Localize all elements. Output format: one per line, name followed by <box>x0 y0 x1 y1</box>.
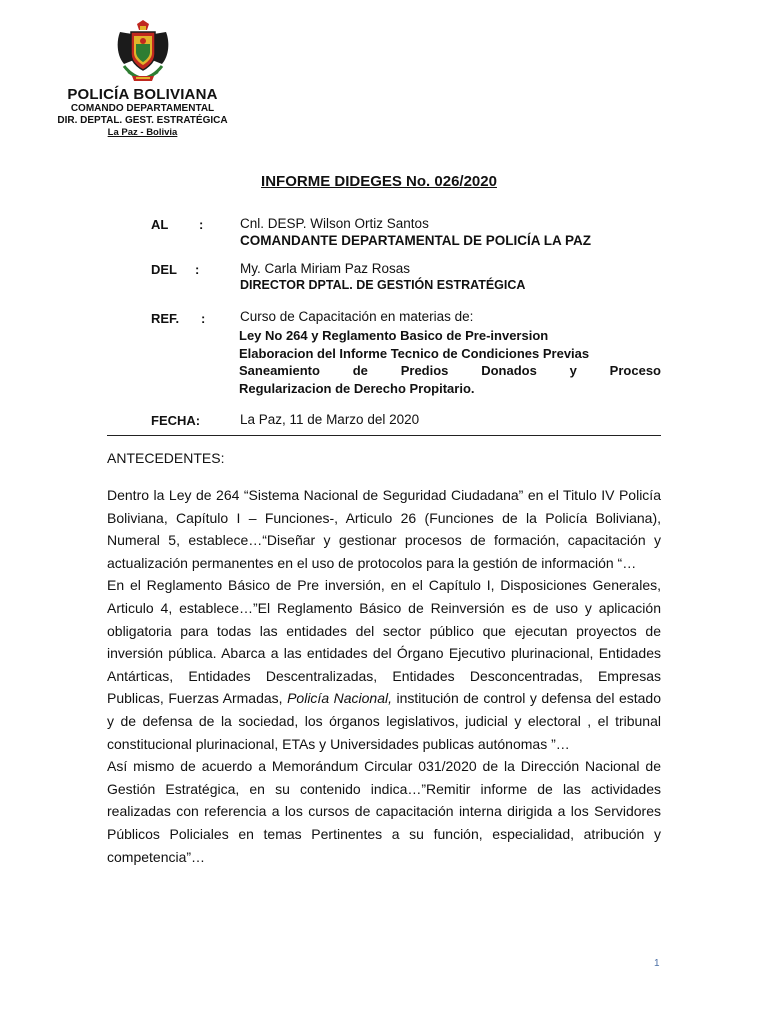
del-sender-name: My. Carla Miriam Paz Rosas <box>240 261 411 276</box>
ref-topic-line: Saneamiento de Predios Donados y Proceso <box>239 363 661 378</box>
org-command: COMANDO DEPARTAMENTAL <box>70 103 215 114</box>
ref-topic-line: Elaboracion del Informe Tecnico de Condiciones Previas <box>239 345 590 361</box>
report-title <box>0 173 768 190</box>
paragraph-reglamento-part1: En el Reglamento Básico de Pre inversión, en el Capítulo I, Disposiciones Generales, Articulo 4, establece…”El Reglamento Básico de Reinversión es de uso y aplicación obligatoria para todas las entidades del sector público que ejecutan proyectos de inversión pública. Abarca a las entidades del Órgano Ejecutivo plurinacional, Entidades Antárticas, Entidades Descentralizadas, Entidades Desconcentradas, Empresas Publicas, Fuerzas Armadas, <box>107 577 661 707</box>
fecha-label: FECHA: <box>151 413 201 428</box>
header-divider <box>107 435 661 436</box>
ref-colon: : <box>201 311 206 326</box>
al-colon: : <box>199 217 204 232</box>
al-label: AL <box>151 217 169 232</box>
del-label: DEL <box>151 262 177 277</box>
org-directorate: DIR. DEPTAL. GEST. ESTRATÉGICA <box>57 115 228 126</box>
ref-intro: Curso de Capacitación en materias de: <box>240 309 474 324</box>
paragraph-reglamento-italic: Policía Nacional, <box>287 690 392 707</box>
report-title-text: INFORME DIDEGES No. 026/2020 <box>261 173 497 190</box>
al-recipient-title: COMANDANTE DEPARTAMENTAL DE POLICÍA LA PAZ <box>240 233 591 248</box>
ref-label: REF. <box>151 311 180 326</box>
org-city: La Paz - Bolivia <box>107 127 178 138</box>
paragraph-memorandum: Así mismo de acuerdo a Memorándum Circular 031/2020 de la Dirección Nacional de Gestión Estratégica, en su contenido indica…”Remitir informe de las actividades realizadas con referencia a los cursos de capacitación interna dirigida a los Servidores Públicos Policiales en temas Pertinentes a su función, especialidad, atribución y competencia”… <box>107 758 661 865</box>
police-crest-icon <box>114 20 172 82</box>
del-colon: : <box>195 262 200 277</box>
fecha-value: La Paz, 11 de Marzo del 2020 <box>240 412 420 427</box>
paragraph-reglamento-part2: institución de control y defensa del estado y de defensa de la sociedad, los órganos legislativos, judicial y electoral , el tribunal constitucional plurinacional, ETAs y Universidades publicas autónomas ”… <box>107 690 661 752</box>
letterhead <box>40 20 245 139</box>
body-text <box>107 484 661 868</box>
org-name: POLICÍA BOLIVIANA <box>67 86 218 103</box>
ref-topics <box>239 327 661 397</box>
ref-topic-line: Ley No 264 y Reglamento Basico de Pre-inversion <box>239 328 549 343</box>
ref-topic-line: Regularizacion de Derecho Propitario. <box>239 380 475 396</box>
al-recipient-name: Cnl. DESP. Wilson Ortiz Santos <box>240 216 429 231</box>
paragraph-reglamento <box>107 574 661 755</box>
page-number: 1 <box>654 958 660 969</box>
section-title: ANTECEDENTES: <box>107 450 225 466</box>
del-sender-title: DIRECTOR DPTAL. DE GESTIÓN ESTRATÉGICA <box>240 278 526 292</box>
paragraph-law-264: Dentro la Ley de 264 “Sistema Nacional de Seguridad Ciudadana” en el Titulo IV Policía Boliviana, Capítulo I – Funciones-, Articulo 26 (Funciones de la Policía Boliviana), Numeral 5, establece…“Diseñar y gestionar procesos de formación, capacitación y actualización permanentes en el uso de protocolos para la gestión de información “… <box>107 487 661 571</box>
